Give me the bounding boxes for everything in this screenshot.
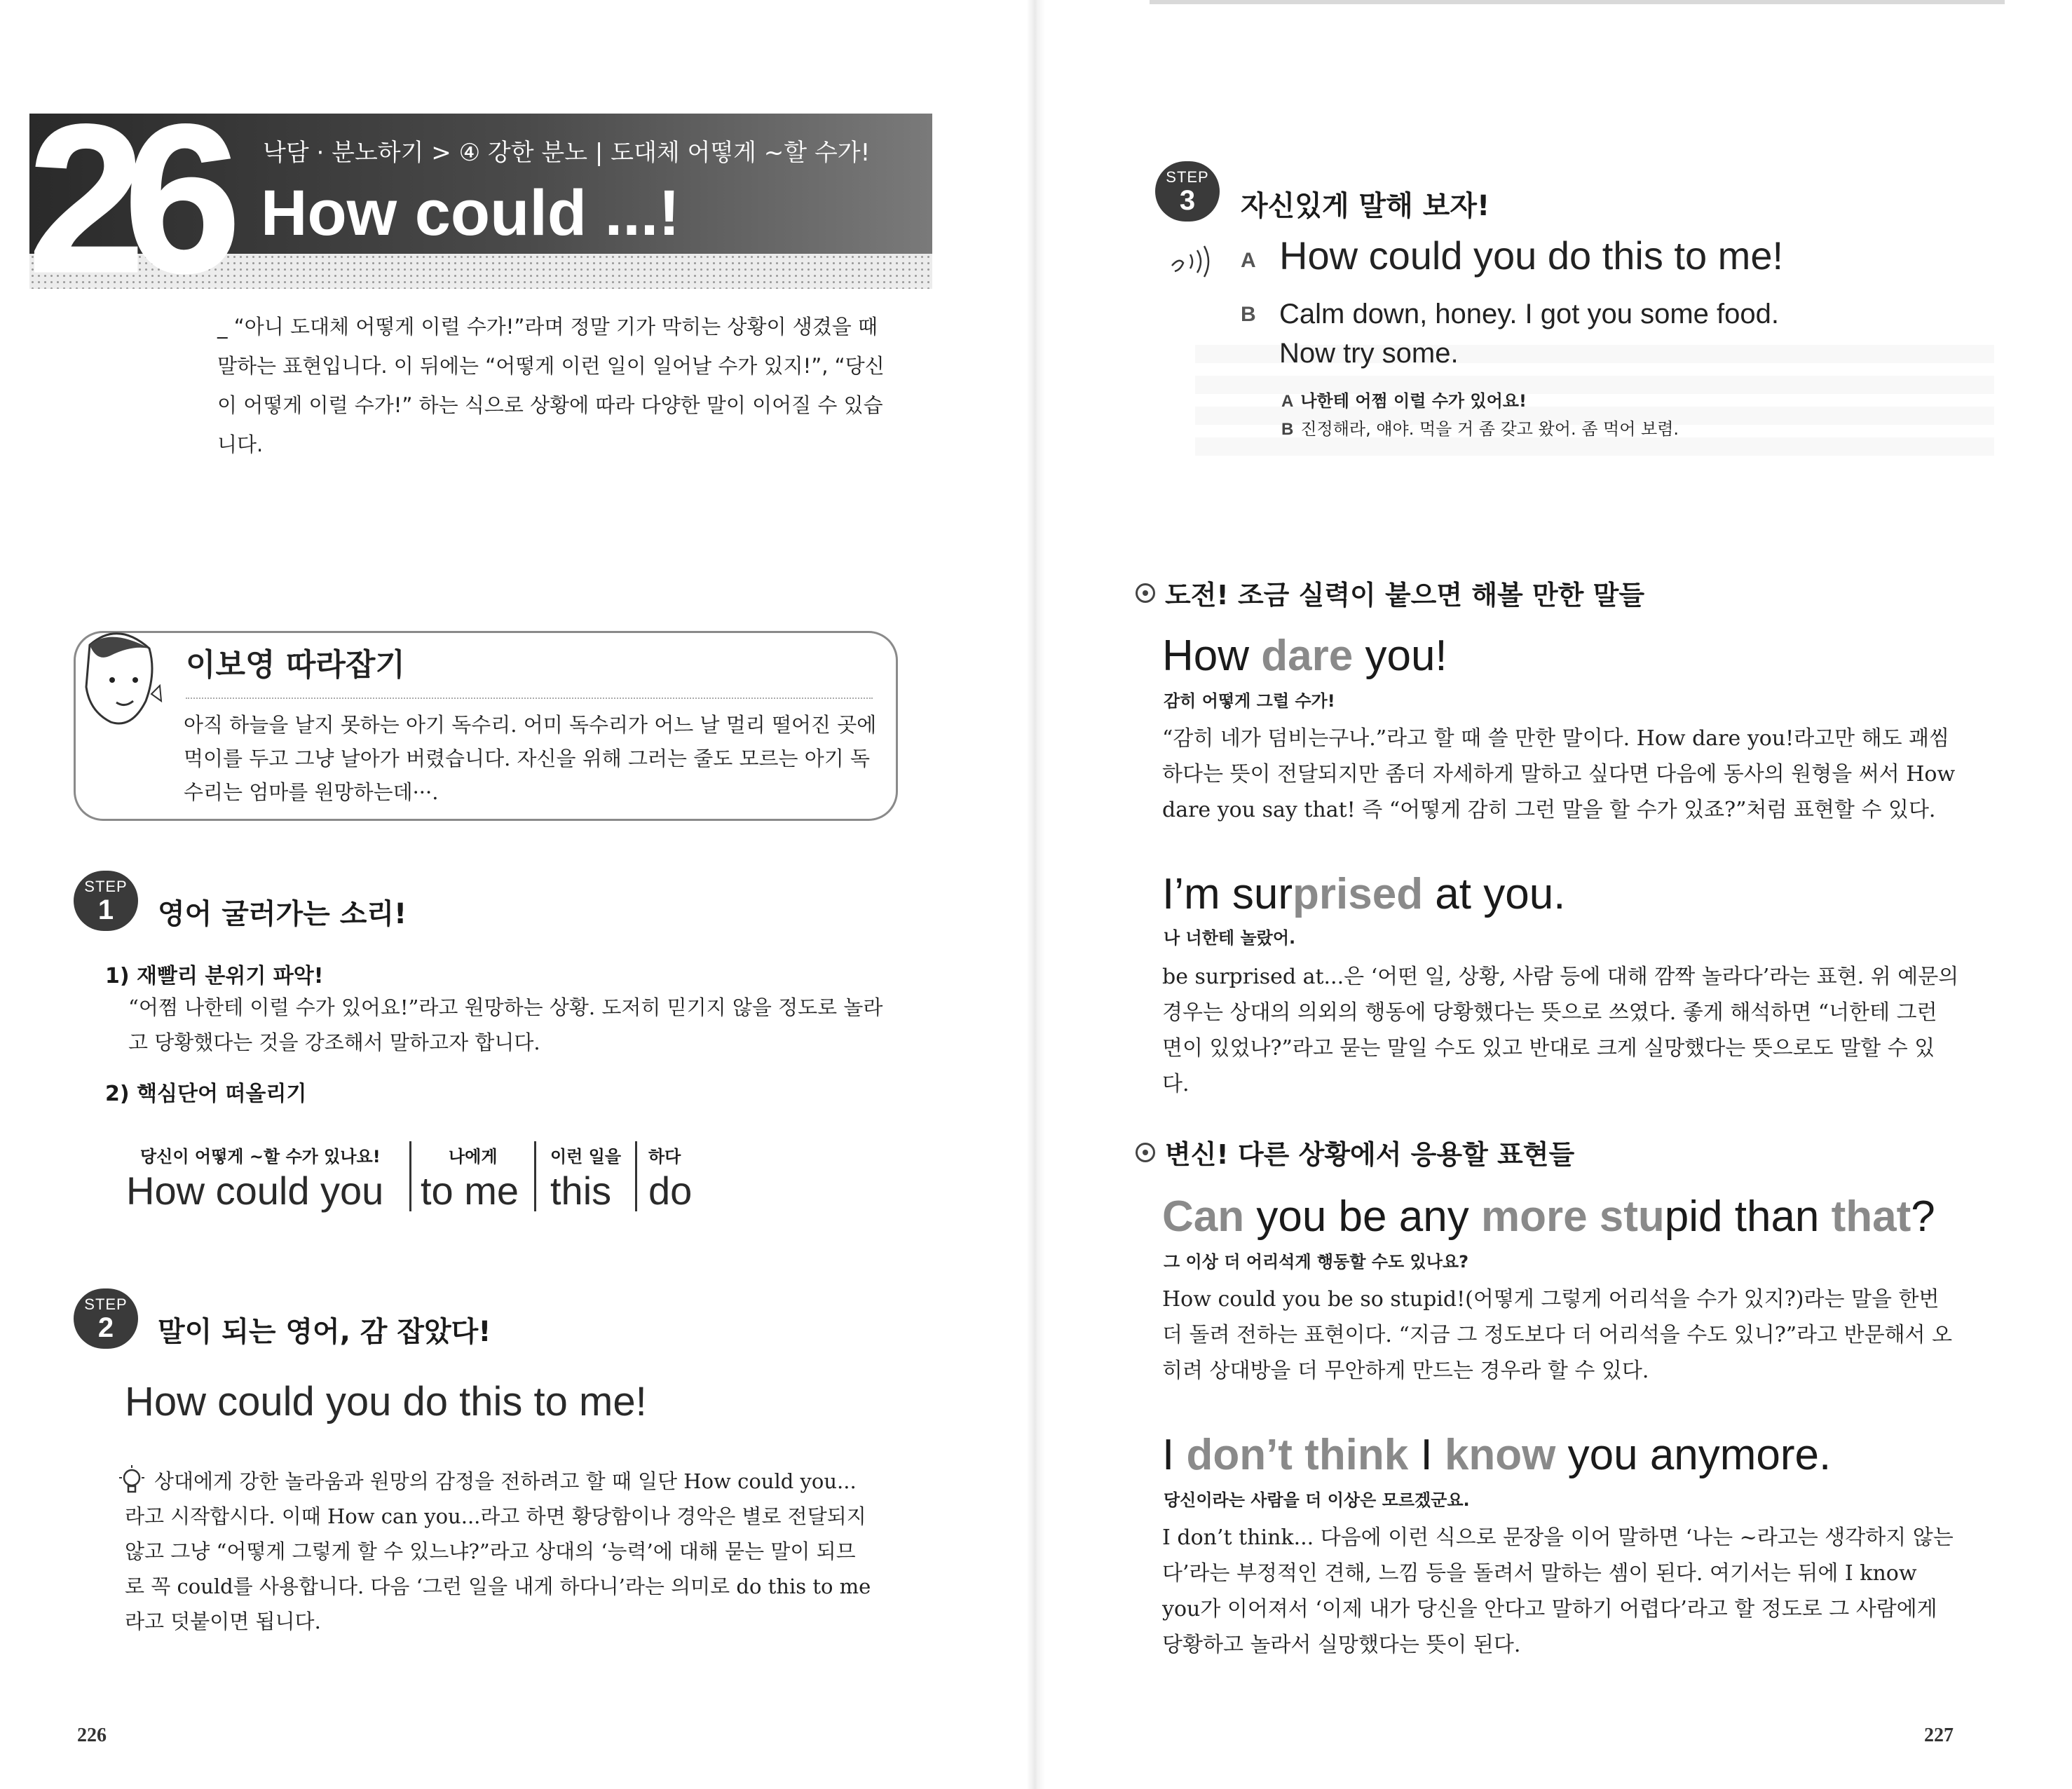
example-surprised-at-you bbox=[1162, 869, 1565, 919]
ex-text: pid than bbox=[1664, 1192, 1832, 1241]
example4-translation: 당신이라는 사람을 더 이상은 모르겠군요. bbox=[1164, 1490, 1470, 1510]
chunk-en: How could you bbox=[126, 1169, 384, 1213]
chunk-kr: 당신이 어떻게 ~할 수가 있나요! bbox=[140, 1147, 381, 1166]
dialog-b-label: B bbox=[1241, 303, 1256, 326]
step2-key-phrase: How could you do this to me! bbox=[125, 1379, 647, 1424]
ex-highlight: more stu bbox=[1480, 1192, 1665, 1241]
example-more-stupid bbox=[1162, 1192, 1935, 1242]
step1-item1-title: 1) 재빨리 분위기 파악! bbox=[105, 964, 324, 988]
ex-text: I bbox=[1408, 1431, 1445, 1479]
dialog-a-line: How could you do this to me! bbox=[1279, 233, 1784, 278]
ex-text: How bbox=[1162, 632, 1262, 680]
ex-text: you! bbox=[1353, 632, 1447, 680]
chunk-en: do bbox=[648, 1169, 693, 1213]
example3-explanation: How could you be so stupid!(어떻게 그렇게 어리석을 수가 있지?)라는 말을 한번 더 돌려 전하는 표현이다. “지금 그 정도보다 더 어리석을 수도 있니?”라고 반문해서 오히려 상대방을 더 무안하게 만드는 경우라 할 수 있다. bbox=[1162, 1287, 1953, 1383]
step1-badge-number: 1 bbox=[97, 894, 114, 925]
page-number-right: 227 bbox=[1924, 1725, 1954, 1746]
section-bullet-icon bbox=[1136, 1143, 1155, 1162]
step1-item1-text: “어쩜 나한테 이럴 수가 있어요!”라고 원망하는 상황. 도저히 믿기지 않을 정도로 놀라고 당황했다는 것을 강조해서 말하고자 합니다. bbox=[128, 995, 883, 1054]
chunk-divider bbox=[635, 1141, 637, 1211]
step2-badge bbox=[74, 1288, 138, 1349]
ex-text: ? bbox=[1911, 1192, 1935, 1241]
intro-paragraph: _ “아니 도대체 어떻게 이럴 수가!”라며 정말 기가 막히는 상황이 생겼을 때 말하는 표현입니다. 이 뒤에는 “어떻게 이런 일이 일어날 수가 있지!”, “당신이 어떻게 이럴 수가!” 하는 식으로 상황에 따라 다양한 말이 이어질 수 있습니다. bbox=[217, 315, 885, 456]
lesson-category: 낙담 · 분노하기 > ④ 강한 분노 | 도대체 어떻게 ~할 수가! bbox=[263, 139, 871, 167]
chunk-kr: 이런 일을 bbox=[550, 1147, 622, 1166]
tip-title: 이보영 따라잡기 bbox=[186, 647, 405, 683]
example1-explanation: “감히 네가 덤비는구나.”라고 할 때 쓸 만한 말이다. How dare you!라고만 해도 괘씸하다는 뜻이 전달되지만 좀더 자세하게 말하고 싶다면 다음에 동사의 원형을 써서 How dare you say that! 즉 “어떻게 감히 그런 말을 할 수가 있죠?”처럼 표현할 수 있다. bbox=[1162, 726, 1956, 822]
chunk-en: to me bbox=[421, 1169, 519, 1213]
ex-highlight: dare bbox=[1261, 632, 1354, 680]
tip-divider bbox=[186, 698, 873, 699]
example2-translation: 나 너한테 놀랐어. bbox=[1164, 928, 1296, 948]
trans-a-text: 나한테 어쩜 이럴 수가 있어요! bbox=[1300, 391, 1527, 411]
teacher-face-icon bbox=[69, 624, 167, 743]
step2-title: 말이 되는 영어, 감 잡았다! bbox=[158, 1316, 491, 1348]
example1-translation: 감히 어떻게 그럴 수가! bbox=[1164, 691, 1335, 711]
chunk-kr: 나에게 bbox=[449, 1147, 498, 1166]
chunk-divider bbox=[409, 1141, 411, 1211]
step3-title: 자신있게 말해 보자! bbox=[1241, 190, 1490, 222]
page-number-left: 226 bbox=[77, 1725, 107, 1746]
transform-heading: 변신! 다른 상황에서 응용할 표현들 bbox=[1165, 1139, 1575, 1170]
step3-badge-label: STEP bbox=[1166, 168, 1209, 186]
speaker-icon bbox=[1169, 242, 1213, 281]
ex-text: I’m sur bbox=[1162, 870, 1293, 918]
tip-text: 아직 하늘을 날지 못하는 아기 독수리. 어미 독수리가 어느 날 멀리 떨어진 곳에 먹이를 두고 그냥 날아가 버렸습니다. 자신을 위해 그러는 줄도 모르는 아기 독수리는 엄마를 원망하는데···. bbox=[184, 713, 877, 804]
step2-explanation: 상대에게 강한 놀라움과 원망의 감정을 전하려고 할 때 일단 How could you... 라고 시작합시다. 이때 How can you...라고 하면 황당함이나 경악은 별로 전달되지 않고 그냥 “어떻게 그렇게 할 수 있느냐?”라고 상대의 ‘능력’에 대해 묻는 말이 되므로 꼭 could를 사용합니다. 다음 ‘그런 일을 내게 하다니’라는 의미로 do this to me라고 덧붙이면 됩니다. bbox=[125, 1469, 871, 1633]
step2-badge-number: 2 bbox=[97, 1312, 114, 1343]
step1-title: 영어 굴러가는 소리! bbox=[158, 898, 407, 930]
chunk-divider bbox=[534, 1141, 536, 1211]
dialog-b-line2: Now try some. bbox=[1279, 338, 1459, 369]
ex-highlight: know bbox=[1444, 1431, 1556, 1479]
example4-explanation: I don’t think... 다음에 이런 식으로 문장을 이어 말하면 ‘나는 ~라고는 생각하지 않는다’라는 부정적인 견해, 느낌 등을 돌려서 말하는 셈이 된다. 여기서는 뒤에 I know you가 이어져서 ‘이제 내가 당신을 안다고 말하기 어렵다’라고 할 정도로 그 사람에게 당황하고 놀라서 실망했다는 뜻이 된다. bbox=[1162, 1525, 1954, 1657]
dialog-a-label: A bbox=[1241, 249, 1256, 272]
section-bullet-icon bbox=[1136, 583, 1155, 603]
lesson-number: 26 bbox=[28, 81, 220, 316]
ex-text: you anymore. bbox=[1555, 1431, 1832, 1479]
trans-b-label: B bbox=[1281, 420, 1294, 439]
example2-explanation: be surprised at...은 ‘어떤 일, 상황, 사람 등에 대해 깜짝 놀라다’라는 표현. 위 예문의 경우는 상대의 의외의 행동에 당황했다는 뜻으로 쓰였다. 좋게 해석하면 “너한테 그런 면이 있었나?”라고 묻는 말일 수도 있고 반대로 크게 실망했다는 뜻으로도 말할 수 있다. bbox=[1162, 965, 1959, 1096]
step3-badge-number: 3 bbox=[1179, 185, 1196, 216]
ex-highlight: that bbox=[1831, 1192, 1911, 1241]
ex-text: at you. bbox=[1423, 870, 1566, 918]
ex-highlight: don’t think bbox=[1186, 1431, 1409, 1479]
step1-badge bbox=[74, 871, 138, 931]
chunk-en: this bbox=[550, 1169, 612, 1213]
trans-a-label: A bbox=[1281, 392, 1294, 411]
trans-b-text: 진정해라, 얘야. 먹을 거 좀 갖고 왔어. 좀 먹어 보렴. bbox=[1300, 419, 1679, 439]
step3-badge bbox=[1155, 161, 1220, 222]
dialog-a-translation bbox=[1281, 387, 1527, 411]
challenge-heading: 도전! 조금 실력이 붙으면 해볼 만한 말들 bbox=[1165, 580, 1645, 611]
lesson-title: How could ...! bbox=[261, 177, 680, 249]
chunk-kr: 하다 bbox=[648, 1147, 681, 1166]
ex-text: I bbox=[1162, 1431, 1187, 1479]
example3-translation: 그 이상 더 어리석게 행동할 수도 있나요? bbox=[1164, 1252, 1468, 1272]
step2-badge-label: STEP bbox=[84, 1295, 128, 1313]
ex-text: you be any bbox=[1244, 1192, 1481, 1241]
step1-item2-title: 2) 핵심단어 떠올리기 bbox=[105, 1082, 307, 1106]
ex-highlight: Can bbox=[1162, 1192, 1245, 1241]
dialog-b-lines bbox=[1279, 294, 1779, 373]
dialog-b-line1: Calm down, honey. I got you some food. bbox=[1279, 299, 1779, 329]
dialog-b-translation bbox=[1281, 415, 1679, 440]
ex-highlight: prised bbox=[1293, 870, 1424, 918]
example-dont-know-you bbox=[1162, 1430, 1831, 1480]
step1-badge-label: STEP bbox=[84, 878, 128, 895]
example-how-dare-you bbox=[1162, 631, 1447, 681]
